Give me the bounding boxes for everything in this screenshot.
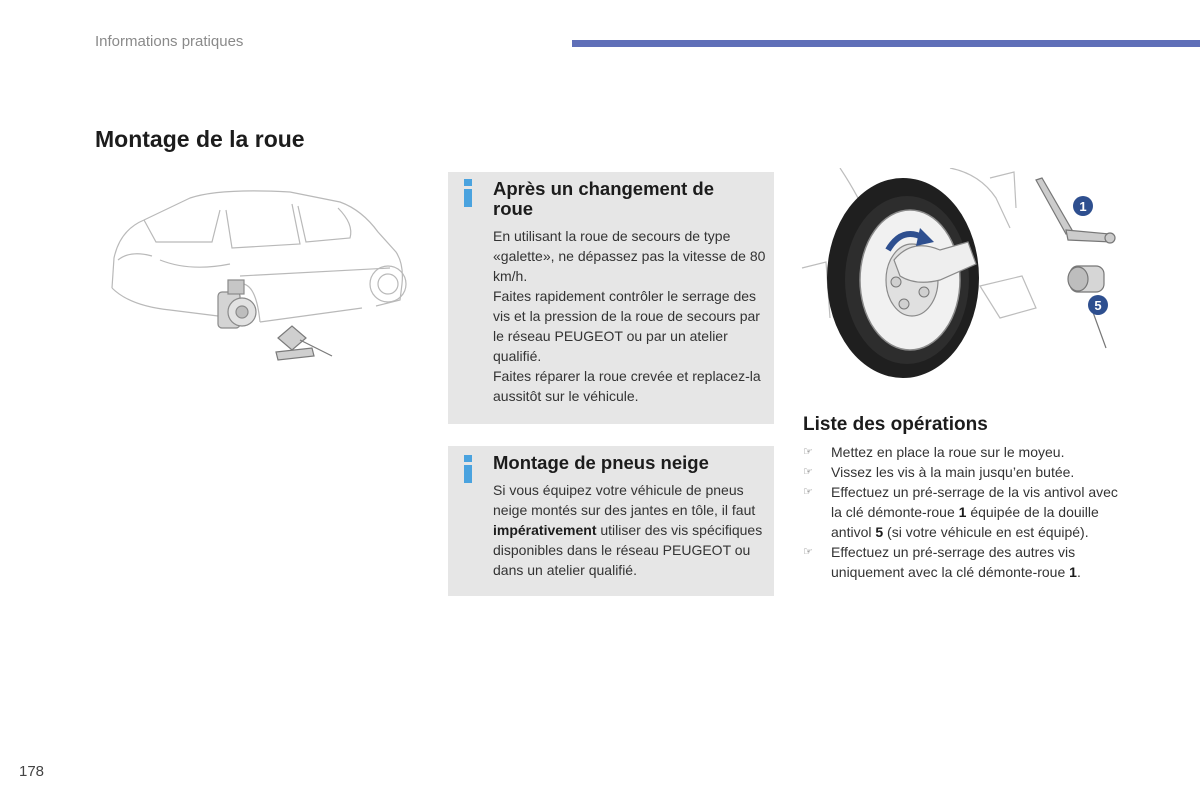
pointing-hand-icon: ☞	[803, 466, 813, 478]
list-item: ☞ Vissez les vis à la main jusqu’en butée.	[803, 464, 1075, 480]
list-item: ☞ Effectuez un pré-serrage de la vis antivol avec la clé démonte-roue 1 équipée de la douille antivol 5 (si votre véhicule en est équipé).	[803, 484, 1118, 540]
info-paragraph: En utilisant la roue de secours de type «galette», ne dépassez pas la vitesse de 80 km/h.	[493, 228, 766, 284]
list-item: ☞ Effectuez un pré-serrage des autres vis uniquement avec la clé démonte-roue 1.	[803, 544, 1081, 580]
pointing-hand-icon: ☞	[803, 486, 813, 498]
badge-5-label: 5	[1094, 298, 1102, 313]
info-paragraph: Faites réparer la roue crevée et replacez-la aussitôt sur le véhicule.	[493, 368, 761, 404]
info-box-snow-tyres	[448, 446, 774, 596]
page-number: 178	[19, 763, 45, 780]
pointing-hand-icon: ☞	[803, 546, 813, 558]
list-item: ☞ Mettez en place la roue sur le moyeu.	[803, 444, 1065, 460]
car-jack-illustration	[100, 180, 410, 370]
badge-1	[1073, 196, 1093, 216]
operations-list	[803, 442, 1123, 582]
info-paragraph: Faites rapidement contrôler le serrage des vis et la pression de la roue de secours par le réseau PEUGEOT ou par un atelier qualifié.	[493, 288, 760, 364]
info-icon	[464, 455, 472, 483]
info-box-title: Après un changement de roue	[493, 178, 715, 219]
header-accent-bar	[572, 40, 1200, 47]
badge-5	[1088, 295, 1108, 315]
pointing-hand-icon: ☞	[803, 446, 813, 458]
wheel-mounting-illustration	[800, 168, 1135, 380]
page-title: Montage de la roue	[95, 126, 305, 152]
operations-title: Liste des opérations	[803, 414, 988, 435]
info-box-title: Montage de pneus neige	[493, 452, 709, 473]
info-box-text	[493, 226, 773, 406]
header-section-label: Informations pratiques	[95, 33, 244, 50]
badge-1-label: 1	[1079, 199, 1087, 214]
info-box-after-wheel-change	[448, 172, 774, 424]
info-icon	[464, 179, 472, 207]
info-paragraph: Si vous équipez votre véhicule de pneus neige montés sur des jantes en tôle, il faut impérativement utiliser des vis spécifiques disponibles dans le réseau PEUGEOT ou dans un atelier qualifié.	[493, 482, 763, 578]
wheel-hub-on-jack	[218, 280, 256, 328]
info-box-text	[493, 480, 773, 580]
jack	[276, 326, 332, 360]
